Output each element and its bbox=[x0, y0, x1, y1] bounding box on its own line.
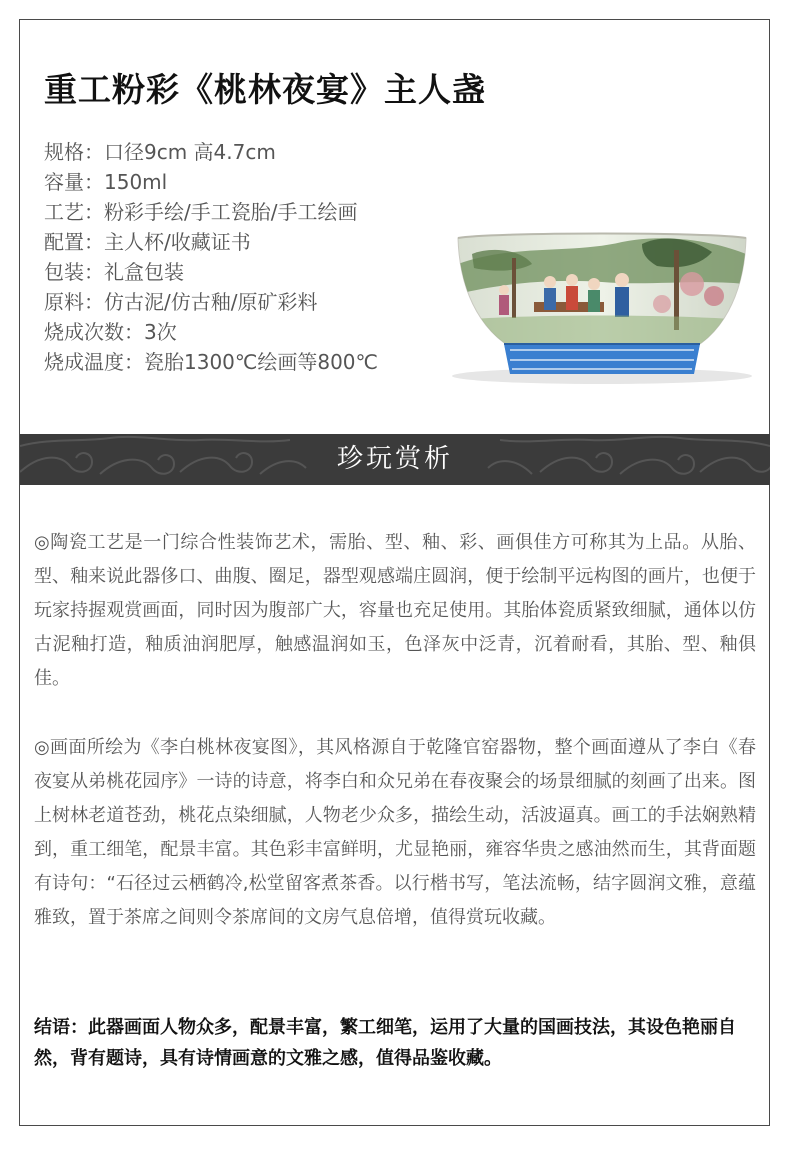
product-title: 重工粉彩《桃林夜宴》主人盏 bbox=[44, 70, 486, 109]
spec-firing-count: 烧成次数：3次 bbox=[44, 320, 177, 344]
spec-material: 原料：仿古泥/仿古釉/原矿彩料 bbox=[44, 290, 318, 314]
section-title: 珍玩赏析 bbox=[336, 444, 453, 474]
paragraph-painting: ◎画面所绘为《李白桃林夜宴图》，其风格源自于乾隆官窑器物，整个画面遵从了李白《春夜宴从弟桃花园序》一诗的诗意，将李白和众兄弟在春夜聚会的场景细腻的刻画了出来。图上树林老道苍劲，桃花点染细腻，人物老少众多，描绘生动，活波逼真。画工的手法娴熟精到，重工细笔，配景丰富。其色彩丰富鲜明，尤显艳丽，雍容华贵之感油然而生，其背面题有诗句：“石径过云栖鹤冷,松堂留客煮茶香。以行楷书写，笔法流畅，结字圆润文雅，意蕴雅致，置于茶席之间则令茶席间的文房气息倍增，值得赏玩收藏。 bbox=[34, 737, 756, 928]
conclusion-text: 结语：此器画面人物众多，配景丰富，繁工细笔，运用了大量的国画技法，其设色艳丽自然，背有题诗，具有诗情画意的文雅之感，值得品鉴收藏。 bbox=[34, 1017, 736, 1069]
spec-firing-temp: 烧成温度：瓷胎1300℃绘画等800℃ bbox=[44, 350, 378, 374]
spec-craft: 工艺：粉彩手绘/手工瓷胎/手工绘画 bbox=[44, 200, 358, 224]
spec-packaging: 包装：礼盒包装 bbox=[44, 260, 184, 284]
spec-size: 规格：口径9cm 高4.7cm bbox=[44, 140, 276, 164]
section-banner bbox=[20, 434, 770, 485]
paragraph-craft: ◎陶瓷工艺是一门综合性装饰艺术，需胎、型、釉、彩、画俱佳方可称其为上品。从胎、型、釉来说此器侈口、曲腹、圈足，器型观感端庄圆润，便于绘制平远构图的画片，也便于玩家持握观赏画面，同时因为腹部广大，容量也充足使用。其胎体瓷质紧致细腻，通体以仿古泥釉打造，釉质油润肥厚，触感温润如玉，色泽灰中泛青，沉着耐看，其胎、型、釉俱佳。 bbox=[34, 532, 756, 689]
spec-capacity: 容量：150ml bbox=[44, 170, 168, 194]
bowl-image bbox=[452, 224, 752, 386]
spec-list bbox=[44, 137, 378, 377]
spec-config: 配置：主人杯/收藏证书 bbox=[44, 230, 251, 254]
